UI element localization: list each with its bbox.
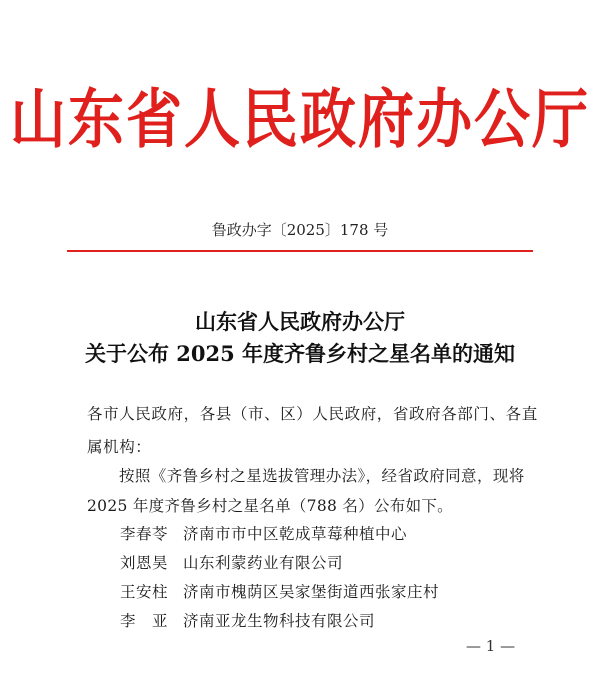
winner-name: 刘恩昊	[120, 554, 169, 572]
addressee-line-1: 各市人民政府，各县（市、区）人民政府，省政府各部门、各直	[87, 405, 538, 423]
addressee-line-2: 属机构：	[87, 438, 152, 456]
body-paragraph-line-1: 按照《齐鲁乡村之星选拔管理办法》，经省政府同意，现将	[119, 467, 525, 485]
winner-organization: 济南市市中区乾成草莓种植中心	[183, 525, 408, 543]
winner-organization: 济南亚龙生物科技有限公司	[183, 612, 376, 630]
body-paragraph-line-2: 2025 年度齐鲁乡村之星名单（788 名）公布如下。	[87, 497, 453, 515]
winner-name: 王安柱	[120, 583, 169, 601]
winner-name: 李 亚	[120, 612, 169, 630]
red-divider-line	[67, 250, 533, 252]
winner-organization: 山东利蒙药业有限公司	[183, 554, 344, 572]
winner-list-item	[120, 523, 407, 545]
notice-title-line-1: 山东省人民政府办公厅	[195, 309, 405, 334]
winner-list-item	[120, 552, 343, 574]
winner-name: 李春苓	[120, 525, 169, 543]
notice-title-line-2: 关于公布 2025 年度齐鲁乡村之星名单的通知	[84, 341, 516, 366]
page-number: — 1 —	[466, 637, 516, 655]
document-number: 鲁政办字〔2025〕178 号	[211, 221, 389, 239]
winner-organization: 济南市槐荫区吴家堡街道西张家庄村	[183, 583, 440, 601]
winner-list-item	[120, 581, 439, 603]
winner-list-item	[120, 610, 375, 632]
issuer-red-header: 山东省人民政府办公厅	[10, 81, 590, 158]
